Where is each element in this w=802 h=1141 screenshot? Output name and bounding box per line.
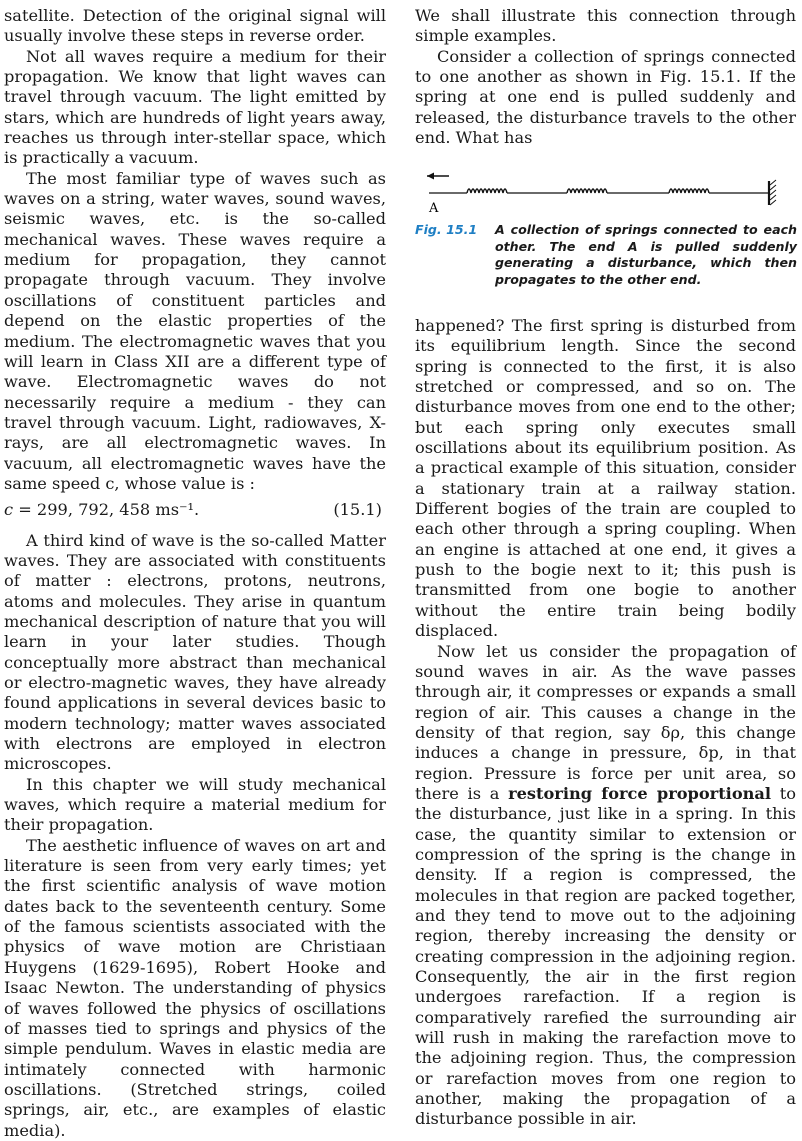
spring-1 <box>467 189 507 193</box>
figure-label: Fig. 15.1 <box>415 222 478 237</box>
point-a-label: A <box>429 201 439 216</box>
paragraph: happened? The first spring is disturbed from its equilibrium length. Since the second spring is connected to the first, it is also stretched or compressed, and so on. The disturbance moves from one end to the other; but each spring only executes small oscillations about its equilibrium position. As a practical example of this situation, consider a stationary train at a railway station. Different bogies of the train are coupled to each other through a spring coupling. When an engine is attached at one end, it gives a push to the bogie next to it; this push is transmitted from one bogie to another without the entire train being bodily displaced. <box>415 316 796 641</box>
paragraph <box>415 642 796 1130</box>
spring-3 <box>669 189 709 193</box>
springs-illustration <box>415 166 799 222</box>
equation-number: (15.1) <box>333 500 382 520</box>
paragraph: The most familiar type of waves such as waves on a string, water waves, sound waves, seismic waves, etc. is the so-called mechanical waves. These waves require a medium for propagation, they cannot propagate through vacuum. They involve oscillations of constituent particles and depend on the elastic properties of the medium. The electromagnetic waves that you will learn in Class XII are a different type of wave. Electromagnetic waves do not necessarily require a medium - they can travel through vacuum. Light, radiowaves, X-rays, are all electromagnetic waves. In vacuum, all electromagnetic waves have the same speed c, whose value is : <box>4 168 386 493</box>
paragraph: In this chapter we will study mechanical waves, which require a material medium for their propagation. <box>4 774 386 835</box>
spring-2 <box>567 189 607 193</box>
right-column-bottom <box>415 316 796 1130</box>
paragraph: We shall illustrate this connection through simple examples. <box>415 6 796 46</box>
paragraph-text: to the disturbance, just like in a spring. In this case, the quantity similar to extension or compression of the spring is the change in density. If a region is compressed, the molecules in that region are packed together, and they tend to move out to the adjoining region, thereby increasing the density or creating compression in the adjoining region. Consequently, the air in the first region undergoes rarefaction. If a region is comparatively rarefied the surrounding air will rush in making the rarefaction move to the adjoining region. Thus, the compression or rarefaction moves from one region to another, making the propagation of a disturbance possible in air. <box>415 783 796 1129</box>
pull-arrow-head <box>427 173 434 180</box>
paragraph-text: Now let us consider the propagation of sound waves in air. As the wave passes through air, it compresses or expands a small region of air. This causes a change in the density of that region, say δρ, this change induces a change in pressure, δp, in that region. Pressure is force per unit area, so there is a <box>415 641 796 803</box>
right-column-top <box>415 6 796 148</box>
paragraph: satellite. Detection of the original signal will usually involve these steps in reverse order. <box>4 6 386 46</box>
equation-body <box>4 500 199 520</box>
paragraph: The aesthetic influence of waves on art and literature is seen from very early times; yet the first scientific analysis of wave motion dates back to the seventeenth century. Some of the famous scientists associated with the physics of wave motion are Christiaan Huygens (1629-1695), Robert Hooke and Isaac Newton. The understanding of physics of waves followed the physics of oscillations of masses tied to springs and physics of the simple pendulum. Waves in elastic media are intimately connected with harmonic oscillations. (Stretched strings, coiled springs, air, etc., are examples of elastic media). <box>4 835 386 1140</box>
figure-15-1 <box>415 166 799 290</box>
paragraph: Not all waves require a medium for their propagation. We know that light waves can travel through vacuum. The light emitted by stars, which are hundreds of light years away, reaches us through inter-stellar space, which is practically a vacuum. <box>4 46 386 168</box>
equation-15-1 <box>4 500 386 520</box>
figure-caption-text: A collection of springs connected to each other. The end A is pulled suddenly generating a disturbance, which then propagates to the other end. <box>495 222 797 287</box>
bold-phrase: restoring force proportional <box>508 783 772 803</box>
paragraph: A third kind of wave is the so-called Matter waves. They are associated with constituents of matter : electrons, protons, neutrons, atoms and molecules. They arise in quantum mechanical description of nature that you will learn in your later studies. Though conceptually more abstract than mechanical or electro-magnetic waves, they have already found applications in several devices basic to modern technology; matter waves associated with electrons are employed in electron microscopes. <box>4 530 386 774</box>
equation-value: = 299, 792, 458 ms⁻¹. <box>13 500 200 520</box>
equation-variable: c <box>4 500 14 520</box>
left-column <box>4 6 386 1141</box>
paragraph: Consider a collection of springs connected to one another as shown in Fig. 15.1. If the spring at one end is pulled suddenly and released, the disturbance travels to the other end. What has <box>415 46 796 148</box>
wall-hatching-icon <box>770 180 776 205</box>
